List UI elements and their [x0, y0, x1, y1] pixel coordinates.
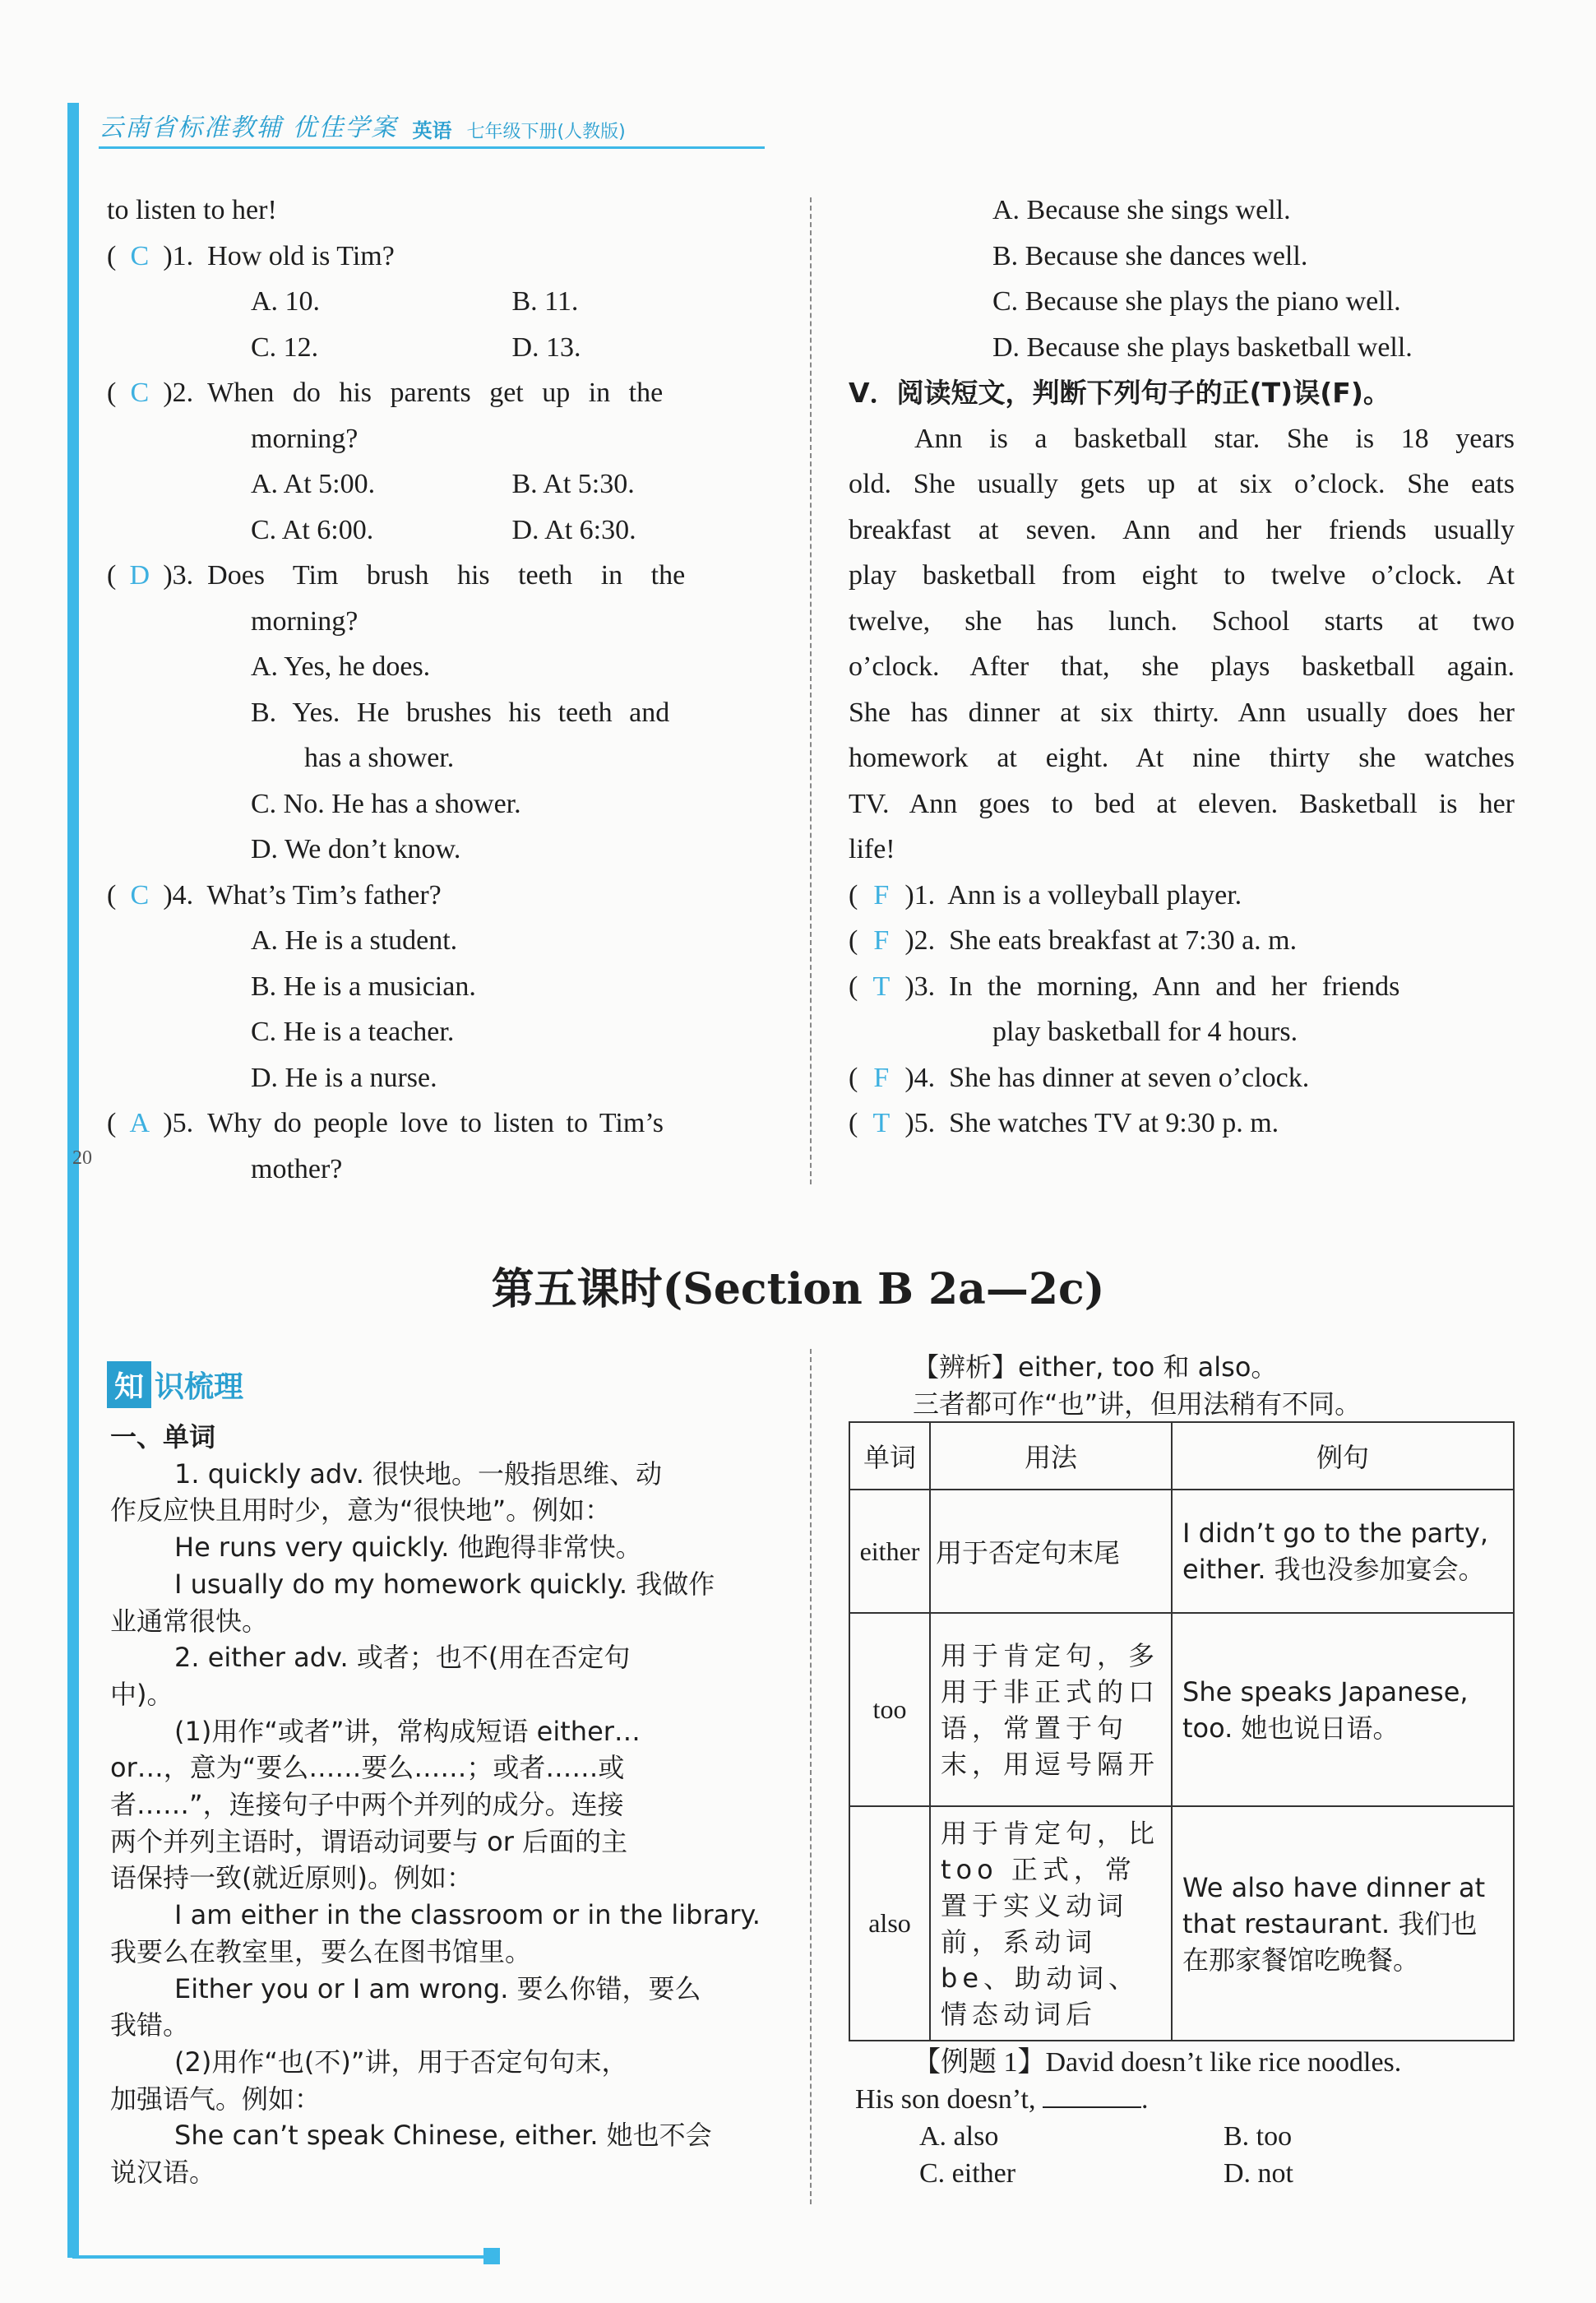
tf-item-2: ( F )2. She eats breakfast at 7:30 a. m. — [849, 918, 1515, 964]
q2-option-c: C. At 6:00. — [251, 514, 374, 545]
example-question-text: 【例题 1】David doesn’t like rice noodles. — [913, 2047, 1402, 2078]
q3-text-cont: morning? — [251, 605, 359, 637]
q1-num: )1. — [163, 240, 194, 271]
q2-num: )2. — [163, 378, 194, 408]
tf-text: She eats breakfast at 7:30 a. m. — [949, 925, 1298, 956]
table-cell-word: either — [849, 1490, 930, 1613]
q2-text-cont: morning? — [251, 423, 359, 454]
q3-option-b: B. Yes. He brushes his teeth and — [251, 697, 670, 728]
passage-line: TV. Ann goes to bed at eleven. Basketball is her — [849, 788, 1515, 819]
tf-answer-2: F — [873, 925, 890, 956]
q3-option-d: D. We don’t know. — [251, 834, 461, 864]
upper-right-column — [849, 188, 1515, 1147]
header-grade: 七年级下册(人教版) — [466, 122, 626, 142]
q2-option-a: A. At 5:00. — [251, 469, 376, 499]
tf-answer-1: F — [873, 879, 890, 911]
tf-item-3: ( T )3. In the morning, Ann and her friends — [849, 964, 1515, 1010]
column-divider-upper — [810, 197, 812, 1184]
passage-line: life! — [849, 834, 895, 864]
passage-line: twelve, she has lunch. School starts at two — [849, 605, 1515, 637]
tf-text: She watches TV at 9:30 p. m. — [949, 1108, 1279, 1138]
question-2: ( C )2. When do his parents get up in the — [107, 370, 773, 416]
q3-option-c: C. No. He has a shower. — [251, 788, 521, 819]
analysis-note: 三者都可作“也”讲，但用法稍有不同。 — [913, 1388, 1362, 1420]
vocab-heading: 一、单词 — [110, 1421, 216, 1453]
tf-answer-3: T — [872, 971, 891, 1002]
q2-options-ab — [107, 461, 773, 507]
table-cell-word: also — [849, 1806, 930, 2041]
text-line: 2. either adv. 或者；也不(用在否定句 — [174, 1642, 631, 1674]
q5-option-b: B. Because she dances well. — [992, 240, 1308, 271]
q4-option-b: B. He is a musician. — [251, 971, 476, 1002]
tf-item-4: ( F )4. She has dinner at seven o’clock. — [849, 1055, 1515, 1101]
example-line: He runs very quickly. 他跑得非常快。 — [174, 1531, 642, 1564]
text-line: 语保持一致(就近原则)。例如： — [110, 1862, 473, 1894]
column-divider-lower — [810, 1349, 812, 2204]
intro-line: to listen to her! — [107, 195, 277, 225]
text-line: 我错。 — [110, 2009, 190, 2041]
tf-num: )1. — [904, 879, 936, 911]
choice-a: A. also — [919, 2121, 999, 2152]
table-row — [849, 1613, 1514, 1806]
tf-text-cont: play basketball for 4 hours. — [992, 1017, 1298, 1047]
bottom-accent-line — [72, 2255, 488, 2259]
lower-right-notes — [913, 1349, 1538, 1422]
choices-ab — [855, 2118, 1513, 2155]
section-v-heading: V．阅读短文，判断下列句子的正(T)误(F)。 — [849, 377, 1390, 409]
tf-text: Ann is a volleyball player. — [947, 879, 1242, 911]
example-question-stem: His son doesn’t, — [855, 2084, 1036, 2115]
text-line: or…，意为“要么……要么……；或者……或 — [110, 1752, 625, 1784]
q1-options-ab — [107, 279, 773, 325]
q1-option-a: A. 10. — [251, 286, 321, 317]
question-3: ( D )3. Does Tim brush his teeth in the — [107, 553, 773, 599]
q4-option-d: D. He is a nurse. — [251, 1062, 437, 1093]
usage-comparison-table — [849, 1421, 1515, 2041]
example-line: I usually do my homework quickly. 我做作 — [174, 1568, 715, 1600]
choice-b: B. too — [1224, 2121, 1293, 2152]
table-cell-word: too — [849, 1613, 930, 1806]
answer-3: D — [129, 560, 150, 591]
q5-option-d: D. Because she plays basketball well. — [992, 331, 1413, 363]
choice-c: C. either — [919, 2158, 1016, 2189]
q2-option-d: D. At 6:30. — [511, 514, 636, 545]
example-line: I am either in the classroom or in the library. — [174, 1899, 761, 1931]
q5-option-c: C. Because she plays the piano well. — [992, 286, 1401, 317]
left-accent-bar-lower — [67, 1189, 79, 2258]
q4-num: )4. — [163, 879, 194, 911]
passage-line: homework at eight. At nine thirty she watches — [849, 743, 1515, 773]
table-cell-usage: 用于肯定句，多用于非正式的口语，常置于句末，用逗号隔开 — [930, 1613, 1172, 1806]
tf-num: )4. — [904, 1062, 936, 1093]
example-line: She can’t speak Chinese, either. 她也不会 — [174, 2120, 712, 2152]
table-cell-example: We also have dinner at that restaurant. 我们也在那家餐馆吃晚餐。 — [1172, 1806, 1514, 2041]
table-header: 用法 — [930, 1422, 1172, 1490]
passage-line: She has dinner at six thirty. Ann usually does her — [849, 697, 1515, 728]
q3-option-a: A. Yes, he does. — [251, 651, 431, 682]
q3-text: Does Tim brush his teeth in the — [207, 560, 686, 591]
passage-line: old. She usually gets up at six o’clock. She eats — [849, 469, 1515, 499]
table-cell-usage: 用于肯定句，比 too 正式，常置于实义动词前，系动词 be、助动词、情态动词后 — [930, 1806, 1172, 2041]
answer-4: C — [130, 879, 150, 911]
question-4: ( C )4. What’s Tim’s father? — [107, 873, 773, 919]
text-line: 说汉语。 — [110, 2157, 216, 2189]
tf-item-1: ( F )1. Ann is a volleyball player. — [849, 873, 1515, 919]
text-line: (2)用作“也(不)”讲，用于否定句句末， — [174, 2046, 628, 2078]
question-5: ( A )5. Why do people love to listen to Tim’s — [107, 1101, 773, 1147]
table-cell-example: I didn’t go to the party, either. 我也没参加宴会。 — [1172, 1490, 1514, 1613]
text-line: 我要么在教室里，要么在图书馆里。 — [110, 1935, 532, 1967]
example-question-1 — [855, 2044, 1513, 2192]
page-header — [99, 107, 765, 149]
header-brand: 云南省标准教辅 优佳学案 — [99, 114, 398, 142]
q1-option-b: B. 11. — [511, 286, 579, 317]
example-question-text-cont: His son doesn’t, . — [855, 2081, 1513, 2118]
lesson-title: 第五课时(Section B 2a—2c) — [491, 1264, 1105, 1314]
answer-blank[interactable] — [1043, 2082, 1141, 2108]
table-header-row — [849, 1422, 1514, 1490]
tf-answer-5: T — [872, 1108, 891, 1138]
lower-left-column — [110, 1419, 776, 2191]
tf-num: )3. — [904, 971, 936, 1002]
example-line: Either you or I am wrong. 要么你错，要么 — [174, 1972, 701, 2004]
page-number: 20 — [72, 1147, 92, 1169]
table-header: 例句 — [1172, 1422, 1514, 1490]
q3-option-b-cont: has a shower. — [304, 743, 455, 773]
text-line: (1)用作“或者”讲，常构成短语 either… — [174, 1715, 641, 1747]
text-line: 1. quickly adv. 很快地。一般指思维、动 — [174, 1457, 663, 1490]
bottom-accent-square — [483, 2248, 500, 2264]
tf-text: She has dinner at seven o’clock. — [949, 1062, 1310, 1093]
text-line: 作反应快且用时少，意为“很快地”。例如： — [110, 1494, 612, 1527]
analysis-note: 【辨析】either, too 和 also。 — [913, 1351, 1278, 1383]
answer-5: A — [129, 1108, 150, 1138]
passage-line: Ann is a basketball star. She is 18 years — [914, 423, 1515, 454]
knowledge-label: 识梳理 — [155, 1370, 244, 1404]
table-header: 单词 — [849, 1422, 930, 1490]
upper-left-column — [107, 188, 773, 1192]
choice-d: D. not — [1224, 2158, 1293, 2189]
q3-num: )3. — [163, 560, 194, 591]
q2-text: When do his parents get up in the — [207, 378, 664, 408]
tf-item-5: ( T )5. She watches TV at 9:30 p. m. — [849, 1101, 1515, 1147]
answer-1: C — [130, 240, 150, 271]
answer-2: C — [130, 378, 150, 408]
table-row — [849, 1806, 1514, 2041]
passage-line: o’clock. After that, she plays basketball again. — [849, 651, 1515, 682]
q5-text: Why do people love to listen to Tim’s — [207, 1108, 664, 1138]
choices-cd — [855, 2155, 1513, 2192]
text-line: 两个并列主语时，谓语动词要与 or 后面的主 — [110, 1825, 628, 1857]
text-line: 中)。 — [110, 1678, 173, 1710]
tf-text: In the morning, Ann and her friends — [949, 971, 1400, 1002]
table-cell-example: She speaks Japanese, too. 她也说日语。 — [1172, 1613, 1514, 1806]
q4-text: What’s Tim’s father? — [206, 879, 442, 911]
q1-text: How old is Tim? — [207, 240, 395, 271]
q4-option-a: A. He is a student. — [251, 925, 458, 956]
tf-num: )2. — [904, 925, 936, 956]
text-line: 者……”，连接句子中两个并列的成分。连接 — [110, 1789, 624, 1821]
q5-option-a: A. Because she sings well. — [992, 195, 1291, 225]
q1-options-cd — [107, 325, 773, 371]
table-cell-usage: 用于否定句末尾 — [930, 1490, 1172, 1613]
q5-text-cont: mother? — [251, 1153, 343, 1184]
header-subject: 英语 — [412, 119, 452, 142]
q4-option-c: C. He is a teacher. — [251, 1017, 455, 1047]
passage-line: breakfast at seven. Ann and her friends usually — [849, 514, 1515, 545]
tf-num: )5. — [904, 1108, 936, 1138]
q1-option-c: C. 12. — [251, 331, 319, 363]
passage-line: play basketball from eight to twelve o’clock. At — [849, 560, 1515, 591]
text-line: 业通常很快。 — [110, 1605, 269, 1637]
left-accent-bar — [67, 103, 79, 1263]
knowledge-icon: 知 — [107, 1361, 151, 1408]
q2-options-cd — [107, 507, 773, 554]
knowledge-heading — [107, 1361, 243, 1408]
table-row — [849, 1490, 1514, 1613]
text-line: 加强语气。例如： — [110, 2083, 322, 2115]
q1-option-d: D. 13. — [511, 331, 581, 363]
tf-answer-4: F — [873, 1062, 890, 1093]
question-1: ( C )1. How old is Tim? — [107, 234, 773, 280]
q5-num: )5. — [163, 1108, 194, 1138]
q2-option-b: B. At 5:30. — [511, 469, 635, 499]
